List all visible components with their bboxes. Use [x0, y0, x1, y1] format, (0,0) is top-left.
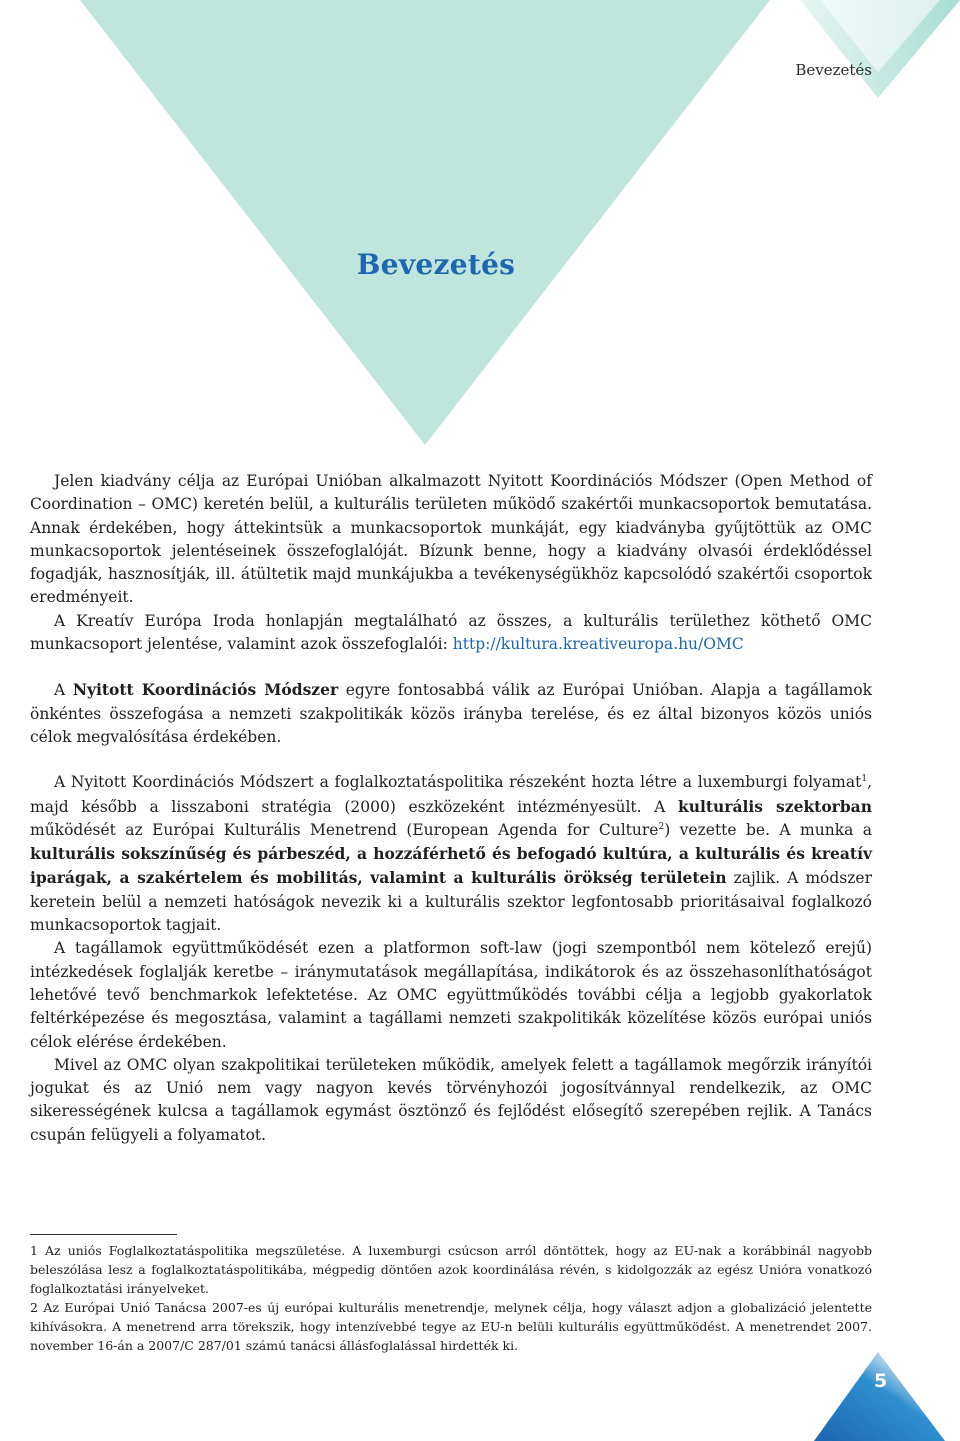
paragraph-website	[30, 610, 872, 657]
footnote-divider	[30, 1234, 177, 1235]
footnotes	[30, 1241, 872, 1355]
p3-bold-term: Nyitott Koordinációs Módszer	[72, 680, 339, 700]
omc-link[interactable]: http://kultura.kreativeuropa.hu/OMC	[452, 635, 744, 654]
paragraph-soft-law: A tagállamok együttműködését ezen a platformon soft-law (jogi szempontból nem kötelező erejű) intézkedések foglalják keretbe – iránymutatások megállapítása, indikátorok és az összehasonlíthatóságot lehetővé tevő benchmarkok lefektetése. Az OMC együttműködés további célja a legjobb gyakorlatok feltérképezése és megosztása, valamint a tagállami nemzeti szakpolitikák közelítése közös európai uniós célok elérése érdekében.	[30, 939, 872, 1051]
p4-text-d: működését az Európai Kulturális Menetrend (European Agenda for Culture	[30, 820, 659, 839]
footnote-2: 2 Az Európai Unió Tanácsa 2007-es új európai kulturális menetrendje, melynek célja, hogy választ adjon a globalizáció jelentette kihívásokra. A menetrend arra törekszik, hogy intenzívebbé tegye az EU-n belüli kulturális együttműködést. A menetrendet 2007. november 16-án a 2007/C 287/01 számú tanácsi állásfoglalással hirdették ki.	[30, 1300, 872, 1353]
running-head: Bevezetés	[795, 61, 872, 79]
p4-bold-sector: kulturális szektorban	[677, 796, 872, 816]
paragraph-omc-importance	[30, 678, 872, 749]
footnote-ref-1[interactable]: 1	[861, 774, 868, 785]
p4-text-b: , majd később a lisszaboni stratégia (2000) eszközeként intézményesült. A	[30, 773, 872, 816]
p3-text-c: egyre fontosabbá válik az Európai Unióban. Alapja a tagállamok önkéntes összefogása a nemzeti szakpolitikák közös irányba terelése, és ez által bizonyos közös uniós célok megvalósítása érdekében.	[30, 681, 873, 746]
p3-text-a: A	[54, 681, 73, 700]
corner-triangle-shape	[814, 1352, 945, 1441]
page-title: Bevezetés	[356, 248, 516, 281]
p4-text-a: A Nyitott Koordinációs Módszert a foglalkoztatáspolitika részeként hozta létre a luxemburgi folyamat	[54, 773, 862, 792]
paragraph-website-text: A Kreatív Európa Iroda honlapján megtalálható az összes, a kulturális területhez köthető OMC munkacsoport jelentése, valamint azok összefoglalói:	[30, 611, 872, 654]
p4-text-e: ) vezette be. A munka a	[664, 820, 872, 839]
paragraph-omc-history	[30, 771, 872, 937]
main-body	[30, 470, 872, 1147]
footnote-ref-2[interactable]: 2	[658, 821, 665, 832]
p4-bold-areas: kulturális sokszínűség és párbeszéd, a hozzáférhető és befogadó kultúra, a kulturális és kreatív iparágak, a szakértelem és mobilitás, valamint a kulturális örökség területein	[30, 844, 872, 888]
paragraph-intro: Jelen kiadvány célja az Európai Unióban alkalmazott Nyitott Koordinációs Módszer (Open Method of Coordination – OMC) keretén belül, a kulturális területen működő szakértői munkacsoportok bemutatása. Annak érdekében, hogy áttekintsük a munkacsoportok munkáját, egy kiadványba gyűjtöttük az OMC munkacsoportok jelentéseinek összefoglalóját. Bízunk benne, hogy a kiadvány olvasói érdeklődéssel fogadják, hasznosítják, ill. átültetik majd munkájukba a tevékenységükhöz kapcsolódó szakértői csoportok eredményeit.	[30, 472, 872, 607]
paragraph-council: Mivel az OMC olyan szakpolitikai területeken működik, amelyek felett a tagállamok megőrzik irányítói jogukat és az Unió nem vagy nagyon kevés törvényhozói jogosítvánnyal rendelkezik, az OMC sikerességének kulcsa a tagállamok egymást ösztönző és fejlődést elősegítő szerepében rejlik. A Tanács csupán felügyeli a folyamatot.	[30, 1055, 872, 1144]
p4-text-g: zajlik. A módszer keretein belül a nemzeti hatóságok nevezik ki a kulturális szektor legfontosabb prioritásaival foglalkozó munkacsoportok tagjait.	[30, 869, 872, 935]
page-number: 5	[874, 1370, 888, 1392]
footnote-1: 1 Az uniós Foglalkoztatáspolitika megszületése. A luxemburgi csúcson arról döntöttek, hogy az EU-nak a korábbinál nagyobb beleszólása lesz a foglalkoztatáspolitikába, mégpedig döntően azok koordinálása révén, s kidolgozzák az egész Unióra vonatkozó foglalkoztatási irányelveket.	[30, 1243, 872, 1296]
